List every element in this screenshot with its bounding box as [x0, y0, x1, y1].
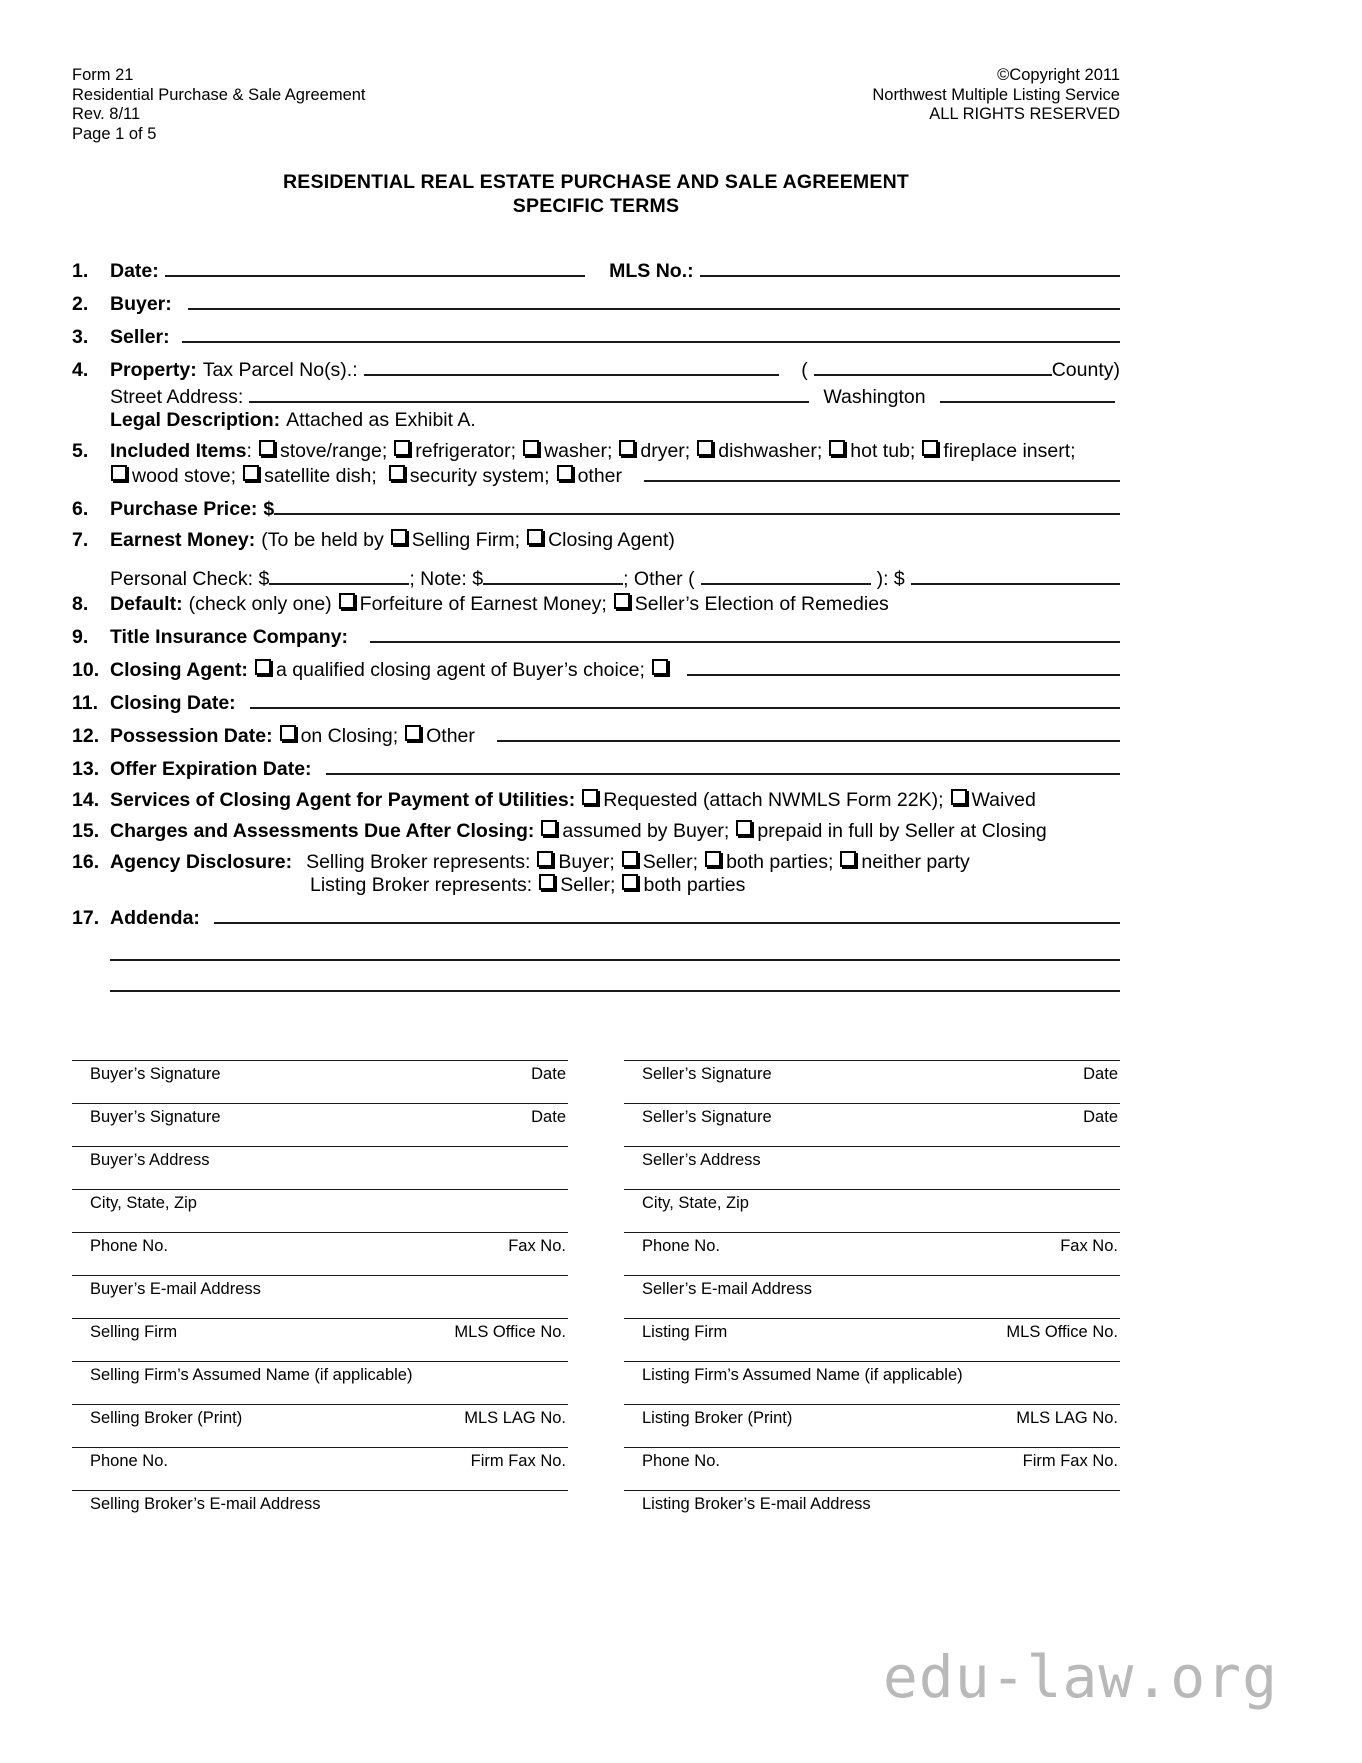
title-line-2: SPECIFIC TERMS	[512, 195, 680, 217]
county-open-paren: (	[801, 359, 808, 381]
checkbox-dryer[interactable]	[619, 440, 635, 456]
offer-expiration-label: Offer Expiration Date:	[110, 758, 312, 780]
signature-block	[624, 1146, 1120, 1170]
item-addenda	[72, 905, 1120, 930]
specific-terms-list	[72, 258, 1120, 992]
signature-field-label: City, State, Zip	[90, 1194, 197, 1212]
label-charges-assumed: assumed by Buyer;	[562, 820, 730, 842]
checkbox-dishwasher[interactable]	[697, 440, 713, 456]
item-agency-disclosure-listing	[72, 874, 1120, 897]
buyer-signature-column	[72, 1060, 568, 1533]
buyer-input[interactable]	[188, 291, 1120, 310]
signature-block	[624, 1447, 1120, 1471]
zip-input[interactable]	[940, 384, 1115, 403]
earnest-money-label: Earnest Money:	[110, 529, 256, 551]
item-charges-assessments	[72, 820, 1120, 843]
dollar-sign: $	[263, 498, 275, 520]
item-number: 12.	[72, 725, 100, 747]
page-content	[72, 66, 1120, 992]
label-forfeiture: Forfeiture of Earnest Money;	[359, 593, 607, 615]
signature-field-label: Phone No.	[90, 1237, 168, 1255]
label-possession-on-closing: on Closing;	[300, 725, 399, 747]
default-label: Default:	[110, 593, 183, 615]
label-services-waived: Waived	[971, 789, 1036, 811]
checkbox-selling-represents-both[interactable]	[705, 851, 721, 867]
item-date	[72, 258, 1120, 283]
item-number: 15.	[72, 820, 100, 842]
signature-block	[624, 1361, 1120, 1385]
legal-description-text: Attached as Exhibit A.	[286, 409, 476, 431]
signature-field-label-right: MLS LAG No.	[1016, 1409, 1118, 1427]
item-closing-agent	[72, 657, 1120, 682]
signature-field-label: Selling Broker’s E-mail Address	[90, 1495, 321, 1513]
checkbox-other-included[interactable]	[557, 465, 573, 481]
signature-section	[72, 1060, 1120, 1533]
possession-other-input[interactable]	[497, 723, 1120, 742]
item-number: 14.	[72, 789, 100, 811]
other-earnest-amount-input[interactable]	[911, 566, 1120, 585]
listing-broker-represents-label: Listing Broker represents:	[310, 874, 533, 896]
property-label: Property:	[110, 359, 197, 381]
label-dryer: dryer;	[640, 440, 691, 462]
checkbox-selling-represents-neither[interactable]	[840, 851, 856, 867]
label-services-requested: Requested (attach NWMLS Form 22K);	[603, 789, 944, 811]
signature-block	[624, 1232, 1120, 1256]
checkbox-washer[interactable]	[523, 440, 539, 456]
item-closing-date	[72, 690, 1120, 715]
item-purchase-price	[72, 496, 1120, 521]
signature-block	[624, 1404, 1120, 1428]
label-selling-represents-neither: neither party	[861, 851, 970, 873]
item-number: 6.	[72, 498, 89, 520]
label-fireplace-insert: fireplace insert;	[943, 440, 1076, 462]
checkbox-hot-tub[interactable]	[829, 440, 845, 456]
personal-check-label: Personal Check: $	[110, 568, 270, 590]
addenda-input-line-2[interactable]	[110, 930, 1120, 961]
signature-block	[72, 1275, 568, 1299]
label-wood-stove: wood stove;	[132, 465, 237, 487]
note-input[interactable]	[483, 566, 623, 585]
checkbox-wood-stove[interactable]	[111, 465, 127, 481]
label-satellite-dish: satellite dish;	[264, 465, 377, 487]
label-qualified-closing-agent: a qualified closing agent of Buyer’s choice;	[275, 659, 645, 681]
label-possession-other: Other	[426, 725, 475, 747]
item-number: 9.	[72, 626, 89, 648]
checkbox-election-of-remedies[interactable]	[614, 593, 630, 609]
title-insurance-input[interactable]	[370, 624, 1120, 643]
closing-agent-other-input[interactable]	[687, 657, 1120, 676]
signature-field-label: Buyer’s E-mail Address	[90, 1280, 261, 1298]
signature-block	[624, 1318, 1120, 1342]
item-street-address	[72, 384, 1120, 409]
item-number: 16.	[72, 851, 100, 873]
item-default	[72, 593, 1120, 616]
seller-label: Seller:	[110, 326, 170, 348]
item-number: 2.	[72, 293, 89, 315]
signature-field-label-right: MLS Office No.	[454, 1323, 566, 1341]
signature-field-label: Listing Firm’s Assumed Name (if applicable)	[642, 1366, 963, 1384]
item-title-insurance	[72, 624, 1120, 649]
item-number: 7.	[72, 529, 89, 551]
signature-block	[72, 1404, 568, 1428]
label-listing-represents-seller: Seller;	[560, 874, 616, 896]
rights-line: ALL RIGHTS RESERVED	[929, 105, 1120, 123]
page-number: Page 1 of 5	[72, 124, 157, 143]
item-utility-services	[72, 789, 1120, 812]
checkbox-possession-on-closing[interactable]	[280, 725, 296, 741]
signature-block	[72, 1060, 568, 1084]
label-listing-represents-both: both parties	[643, 874, 746, 896]
label-selling-firm: Selling Firm;	[411, 529, 521, 551]
signature-field-label: Listing Broker (Print)	[642, 1409, 793, 1427]
included-items-label: Included Items	[110, 440, 247, 462]
item-number: 1.	[72, 260, 89, 282]
form-title: Residential Purchase & Sale Agreement	[72, 85, 366, 104]
label-selling-represents-seller: Seller;	[642, 851, 699, 873]
signature-field-label: Selling Broker (Print)	[90, 1409, 243, 1427]
closing-agent-label: Closing Agent:	[110, 659, 248, 681]
state-washington-label: Washington	[823, 386, 926, 408]
signature-block	[624, 1060, 1120, 1084]
signature-field-label-right: Fax No.	[1060, 1237, 1118, 1255]
checkbox-forfeiture[interactable]	[339, 593, 355, 609]
addenda-input-line-1[interactable]	[214, 905, 1120, 924]
item-agency-disclosure	[72, 851, 1120, 874]
label-stove-range: stove/range;	[279, 440, 388, 462]
title-line-1: RESIDENTIAL REAL ESTATE PURCHASE AND SALE AGREEMENT	[283, 171, 909, 193]
label-selling-represents-both: both parties;	[726, 851, 834, 873]
included-colon: :	[246, 440, 252, 462]
item-number: 8.	[72, 593, 89, 615]
agency-disclosure-label: Agency Disclosure:	[110, 851, 293, 873]
signature-block	[72, 1490, 568, 1514]
checkbox-closing-agent-holder[interactable]	[527, 529, 543, 545]
signature-block	[72, 1103, 568, 1127]
form-number: Form 21	[72, 66, 134, 84]
signature-block	[72, 1447, 568, 1471]
signature-block	[624, 1275, 1120, 1299]
checkbox-selling-firm[interactable]	[391, 529, 407, 545]
title-insurance-label: Title Insurance Company:	[110, 626, 349, 648]
signature-block	[72, 1361, 568, 1385]
other-earnest-label: ; Other (	[623, 568, 695, 590]
copyright-line: ©Copyright 2011	[997, 66, 1120, 84]
checkbox-satellite-dish[interactable]	[243, 465, 259, 481]
form-identification	[72, 66, 366, 144]
other-included-input[interactable]	[644, 463, 1120, 482]
closing-date-input[interactable]	[250, 690, 1120, 709]
checkbox-charges-prepaid[interactable]	[736, 820, 752, 836]
mls-no-input[interactable]	[700, 258, 1120, 277]
signature-field-label: Phone No.	[642, 1452, 720, 1470]
label-closing-agent-holder: Closing Agent)	[548, 529, 675, 551]
personal-check-input[interactable]	[269, 566, 409, 585]
checkbox-selling-represents-buyer[interactable]	[537, 851, 553, 867]
signature-field-label: Seller’s Signature	[642, 1108, 772, 1126]
signature-block	[72, 1318, 568, 1342]
item-included-items	[72, 440, 1120, 463]
label-refrigerator: refrigerator;	[415, 440, 517, 462]
offer-expiration-input[interactable]	[326, 756, 1120, 775]
page-title	[72, 170, 1120, 218]
item-included-items-line2	[72, 463, 1120, 488]
seller-signature-column	[624, 1060, 1120, 1533]
signature-field-label: Phone No.	[90, 1452, 168, 1470]
checkbox-closing-agent-other[interactable]	[652, 659, 668, 675]
county-input[interactable]	[814, 357, 1052, 376]
signature-field-label: City, State, Zip	[642, 1194, 749, 1212]
signature-field-label-right: MLS Office No.	[1006, 1323, 1118, 1341]
item-number: 13.	[72, 758, 100, 780]
label-security-system: security system;	[409, 465, 550, 487]
date-input[interactable]	[165, 258, 585, 277]
label-charges-prepaid: prepaid in full by Seller at Closing	[757, 820, 1047, 842]
item-number: 10.	[72, 659, 100, 681]
legal-description-label: Legal Description:	[110, 409, 281, 431]
signature-field-label: Seller’s E-mail Address	[642, 1280, 812, 1298]
addenda-input-line-3[interactable]	[110, 961, 1120, 992]
signature-block	[72, 1146, 568, 1170]
other-earnest-type-input[interactable]	[701, 566, 871, 585]
document-header	[72, 66, 1120, 144]
watermark: edu-law.org	[882, 1643, 1278, 1711]
purchase-price-label: Purchase Price:	[110, 498, 258, 520]
checkbox-services-waived[interactable]	[951, 789, 967, 805]
label-selling-represents-buyer: Buyer;	[558, 851, 615, 873]
checkbox-services-requested[interactable]	[582, 789, 598, 805]
item-possession-date	[72, 723, 1120, 748]
signature-field-label: Buyer’s Address	[90, 1151, 210, 1169]
form-revision: Rev. 8/11	[72, 105, 141, 123]
signature-field-label: Seller’s Address	[642, 1151, 761, 1169]
signature-field-label: Seller’s Signature	[642, 1065, 772, 1083]
label-other-included: other	[577, 465, 623, 487]
date-label: Date:	[110, 260, 159, 282]
checkbox-listing-represents-both[interactable]	[622, 874, 638, 890]
signature-field-label: Listing Broker’s E-mail Address	[642, 1495, 871, 1513]
purchase-price-input[interactable]	[274, 496, 1120, 515]
tax-parcel-input[interactable]	[364, 357, 780, 376]
signature-field-label-right: Date	[531, 1108, 566, 1126]
addenda-label: Addenda:	[110, 907, 200, 929]
item-offer-expiration	[72, 756, 1120, 781]
utility-services-label: Services of Closing Agent for Payment of Utilities:	[110, 789, 576, 811]
item-number: 17.	[72, 907, 100, 929]
checkbox-fireplace-insert[interactable]	[922, 440, 938, 456]
item-number: 11.	[72, 692, 99, 714]
mls-no-label: MLS No.:	[609, 260, 694, 282]
item-buyer	[72, 291, 1120, 316]
street-address-label: Street Address:	[110, 386, 244, 408]
closing-date-label: Closing Date:	[110, 692, 236, 714]
item-property	[72, 357, 1120, 382]
label-dishwasher: dishwasher;	[718, 440, 823, 462]
item-earnest-money	[72, 529, 1120, 552]
signature-field-label: Selling Firm	[90, 1323, 178, 1341]
item-number: 4.	[72, 359, 89, 381]
item-number: 3.	[72, 326, 89, 348]
item-earnest-money-detail	[72, 566, 1120, 591]
signature-field-label-right: Firm Fax No.	[1022, 1452, 1118, 1470]
checkbox-listing-represents-seller[interactable]	[539, 874, 555, 890]
signature-field-label-right: Date	[1083, 1108, 1118, 1126]
signature-field-label-right: Date	[1083, 1065, 1118, 1083]
signature-field-label-right: Date	[531, 1065, 566, 1083]
charges-label: Charges and Assessments Due After Closing:	[110, 820, 535, 842]
default-instruction: (check only one)	[188, 593, 332, 615]
county-label: County)	[1051, 359, 1120, 381]
item-seller	[72, 324, 1120, 349]
item-legal-description	[72, 409, 1120, 432]
signature-field-label-right: Firm Fax No.	[470, 1452, 566, 1470]
signature-field-label: Buyer’s Signature	[90, 1065, 221, 1083]
label-hot-tub: hot tub;	[850, 440, 916, 462]
item-number: 5.	[72, 440, 89, 462]
checkbox-refrigerator[interactable]	[394, 440, 410, 456]
checkbox-qualified-closing-agent[interactable]	[255, 659, 271, 675]
checkbox-stove-range[interactable]	[259, 440, 275, 456]
signature-block	[624, 1103, 1120, 1127]
checkbox-security-system[interactable]	[389, 465, 405, 481]
signature-field-label: Phone No.	[642, 1237, 720, 1255]
signature-field-label-right: Fax No.	[508, 1237, 566, 1255]
note-label: ; Note: $	[409, 568, 484, 590]
signature-block	[72, 1232, 568, 1256]
signature-block	[624, 1189, 1120, 1213]
signature-field-label: Listing Firm	[642, 1323, 728, 1341]
signature-field-label: Selling Firm’s Assumed Name (if applicable)	[90, 1366, 413, 1384]
possession-date-label: Possession Date:	[110, 725, 273, 747]
label-election-of-remedies: Seller’s Election of Remedies	[634, 593, 889, 615]
checkbox-charges-assumed[interactable]	[541, 820, 557, 836]
seller-input[interactable]	[182, 324, 1120, 343]
earnest-held-by-text: (To be held by	[261, 529, 384, 551]
signature-block	[624, 1490, 1120, 1514]
signature-field-label: Buyer’s Signature	[90, 1108, 221, 1126]
label-washer: washer;	[544, 440, 613, 462]
copyright-notice	[872, 66, 1120, 125]
signature-block	[72, 1189, 568, 1213]
signature-field-label-right: MLS LAG No.	[464, 1409, 566, 1427]
checkbox-selling-represents-seller[interactable]	[622, 851, 638, 867]
other-earnest-close: ): $	[876, 568, 905, 590]
selling-broker-represents-label: Selling Broker represents:	[306, 851, 531, 873]
checkbox-possession-other[interactable]	[405, 725, 421, 741]
publisher-line: Northwest Multiple Listing Service	[872, 85, 1120, 104]
street-address-input[interactable]	[249, 384, 809, 403]
buyer-label: Buyer:	[110, 293, 172, 315]
tax-parcel-label: Tax Parcel No(s).:	[202, 359, 358, 381]
